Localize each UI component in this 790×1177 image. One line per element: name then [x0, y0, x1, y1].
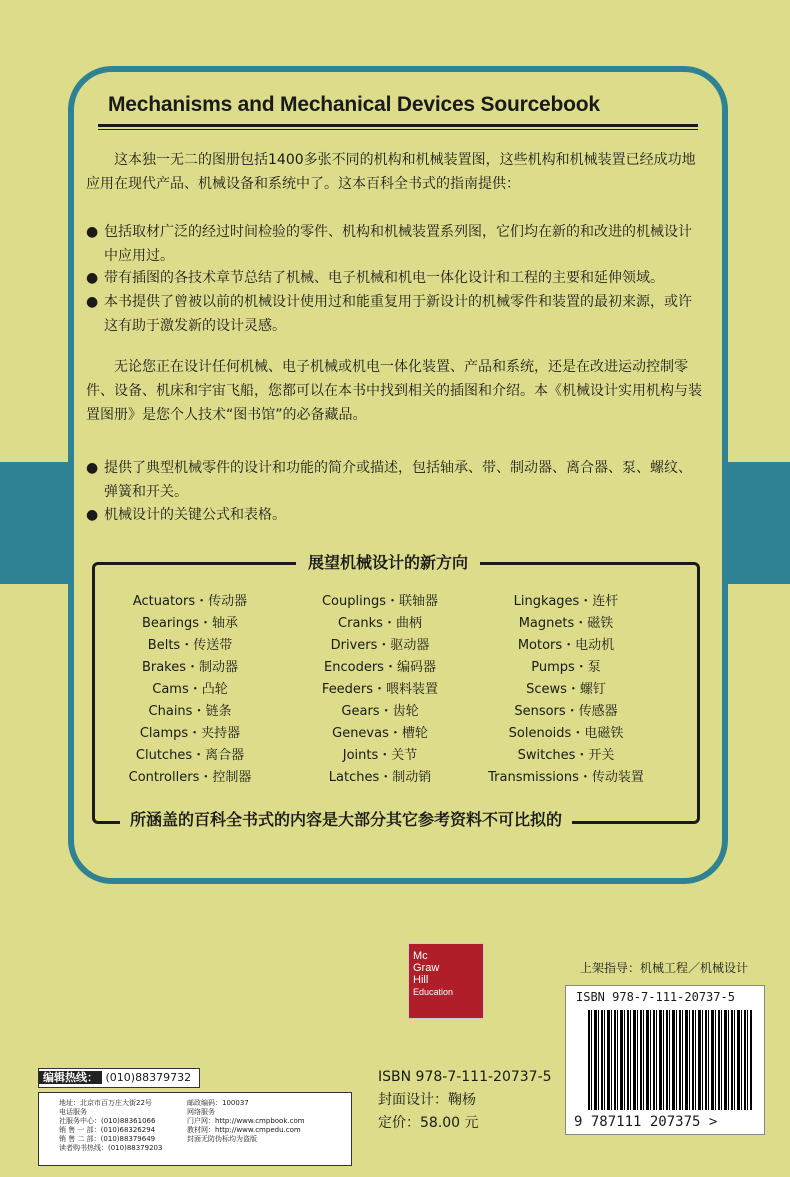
topic-item: Solenoids・电磁铁: [508, 726, 624, 741]
topics-footer: 所涵盖的百科全书式的内容是大部分其它参考资料不可比拟的: [120, 807, 572, 830]
editor-hotline: [38, 1068, 200, 1088]
address-line: 社服务中心：(010)88361066: [59, 1117, 156, 1125]
topic-item: Genevas・槽轮: [332, 726, 428, 741]
barcode-digits: 9 787111 207375 >: [574, 1114, 718, 1130]
feature-text: 提供了典型机械零件的设计和功能的简介或描述，包括轴承、带、制动器、离合器、泵、螺纹、弹簧和开关。: [104, 460, 692, 500]
bullet-icon: ●: [86, 507, 99, 523]
topic-item: Latches・制动销: [328, 770, 432, 785]
address-line: 销 售 二 部：(010)88379649: [59, 1135, 156, 1143]
topic-item: Couplings・联轴器: [321, 594, 438, 609]
topic-item: Encoders・编码器: [324, 660, 436, 675]
intro-paragraph: 这本独一无二的图册包括1400多张不同的机构和机械装置图，这些机构和机械装置已经成功地应用在现代产品、机械设备和系统中了。这本百科全书式的指南提供：: [86, 152, 696, 192]
barcode-bars: [588, 1010, 752, 1110]
address-line: 电话服务: [59, 1108, 87, 1116]
topic-item: Gears・齿轮: [341, 704, 419, 719]
topics-column-3: [466, 591, 666, 789]
topic-item: Lingkages・连杆: [513, 594, 619, 609]
topic-item: Transmissions・传动装置: [488, 770, 644, 785]
topic-item: Clutches・离合器: [135, 748, 245, 763]
isbn-barcode: [565, 985, 765, 1135]
address-line: 门户网：http://www.cmpbook.com: [187, 1117, 305, 1125]
logo-line: Education: [413, 987, 454, 997]
address-line: 教材网：http://www.cmpedu.com: [187, 1126, 301, 1134]
topic-item: Magnets・磁铁: [518, 616, 614, 631]
info-isbn: ISBN 978-7-111-20737-5: [378, 1069, 552, 1085]
book-title: Mechanisms and Mechanical Devices Sourcebook: [108, 93, 600, 116]
topic-item: Switches・开关: [517, 748, 615, 763]
feature-bullet: [86, 456, 696, 504]
feature-bullet: [86, 266, 696, 290]
topic-item: Cranks・曲柄: [338, 616, 422, 631]
logo-line: Graw: [413, 962, 440, 974]
topic-item: Clamps・夹持器: [139, 726, 241, 741]
feature-text: 机械设计的关键公式和表格。: [104, 507, 286, 523]
address-line: 邮政编码：100037: [187, 1099, 249, 1107]
feature-bullet: [86, 220, 696, 268]
topic-item: Motors・电动机: [517, 638, 615, 653]
bullet-icon: ●: [86, 460, 99, 476]
publisher-address-box: [38, 1092, 352, 1166]
topic-item: Pumps・泵: [531, 660, 601, 675]
topic-item: Scews・螺钉: [526, 682, 606, 697]
logo-line: Mc: [413, 950, 428, 962]
feature-bullet: [86, 290, 696, 338]
publisher-logo: [408, 943, 484, 1019]
middle-paragraph: 无论您正在设计任何机械、电子机械或机电一体化装置、产品和系统，还是在改进运动控制零件、设备、机床和宇宙飞船，您都可以在本书中找到相关的插图和介绍。本《机械设计实用机构与装置图册》是您个人技术“图书馆”的必备藏品。: [86, 359, 702, 423]
topic-item: Brakes・制动器: [141, 660, 239, 675]
info-price: 定价：58.00 元: [378, 1115, 479, 1131]
logo-line: Hill: [413, 974, 429, 986]
topics-heading: 展望机械设计的新方向: [296, 550, 480, 573]
topic-item: Actuators・传动器: [132, 594, 248, 609]
hotline-value: (010)88379732: [105, 1071, 192, 1084]
feature-bullet: [86, 503, 696, 527]
topic-item: Controllers・控制器: [128, 770, 252, 785]
address-line: 读者购书热线：(010)88379203: [59, 1144, 163, 1152]
feature-text: 本书提供了曾被以前的机械设计使用过和能重复用于新设计的机械零件和装置的最初来源，或许这有助于激发新的设计灵感。: [104, 294, 692, 334]
topic-item: Cams・凸轮: [152, 682, 228, 697]
book-info: [378, 1066, 552, 1135]
topic-item: Joints・关节: [342, 748, 418, 763]
hotline-label: 编辑热线：: [39, 1071, 102, 1084]
title-rule-thin: [98, 129, 698, 130]
bullet-icon: ●: [86, 270, 99, 286]
title-rule-thick: [98, 124, 698, 127]
address-line: 地址：北京市百万庄大街22号: [59, 1099, 152, 1107]
barcode-isbn: ISBN 978-7-111-20737-5: [576, 990, 735, 1004]
shelf-category: 上架指导：机械工程／机械设计: [580, 961, 749, 975]
address-line: 封面无防伪标均为盗版: [187, 1135, 257, 1143]
address-right: [187, 1099, 347, 1144]
topic-item: Chains・链条: [148, 704, 232, 719]
feature-text: 带有插图的各技术章节总结了机械、电子机械和机电一体化设计和工程的主要和延伸领域。: [104, 270, 664, 286]
topic-item: Sensors・传感器: [514, 704, 618, 719]
address-left: [59, 1099, 189, 1153]
topic-item: Feeders・喂料装置: [321, 682, 439, 697]
bullet-icon: ●: [86, 294, 99, 310]
topic-item: Bearings・轴承: [141, 616, 239, 631]
topics-column-1: [90, 591, 290, 789]
topic-item: Drivers・驱动器: [330, 638, 430, 653]
topics-column-2: [280, 591, 480, 789]
topic-item: Belts・传送带: [147, 638, 233, 653]
bullet-icon: ●: [86, 224, 99, 240]
address-line: 销 售 一 部：(010)68326294: [59, 1126, 156, 1134]
feature-text: 包括取材广泛的经过时间检验的零件、机构和机械装置系列图，它们均在新的和改进的机械设计中应用过。: [104, 224, 692, 264]
info-designer: 封面设计：鞠杨: [378, 1092, 476, 1108]
address-line: 网络服务: [187, 1108, 215, 1116]
